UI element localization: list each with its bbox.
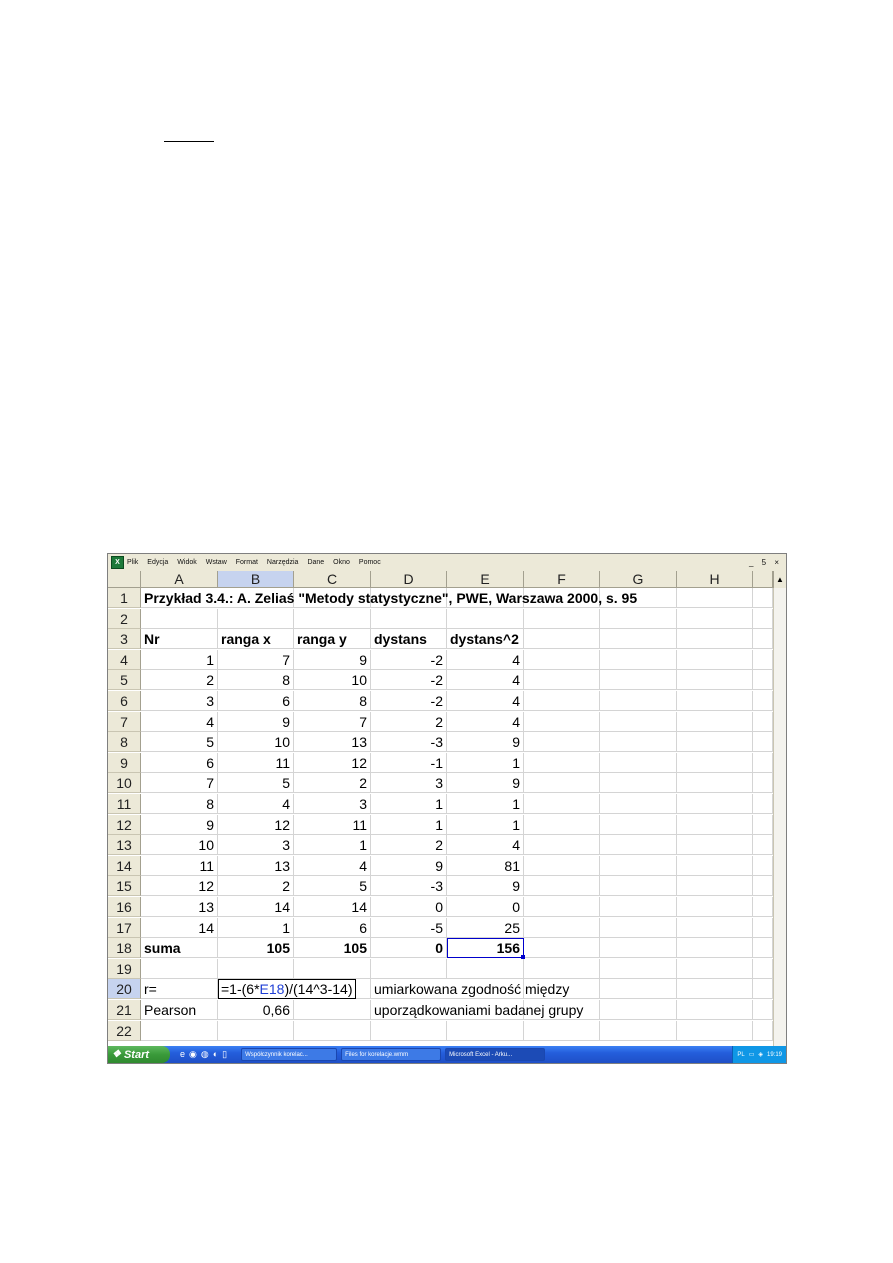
row-header[interactable]: 1: [108, 588, 141, 608]
browser-icon[interactable]: ◉: [189, 1049, 197, 1059]
cell-d19[interactable]: [371, 959, 447, 979]
cell-b4[interactable]: 7: [218, 650, 294, 670]
cell-a7[interactable]: 4: [141, 712, 218, 732]
cell-b8[interactable]: 10: [218, 732, 294, 752]
clock: 19:19: [766, 1051, 782, 1058]
row-header[interactable]: 21: [108, 1000, 141, 1020]
cell-a9[interactable]: 6: [141, 753, 218, 773]
cell-i20[interactable]: [753, 979, 773, 999]
cell-g16[interactable]: [600, 897, 677, 917]
sheet-row: [108, 835, 786, 855]
sheet-row: [108, 794, 786, 814]
heading-underline: [164, 141, 214, 142]
task-folder[interactable]: Files for korelacje.wmm: [341, 1048, 441, 1061]
task-excel[interactable]: Microsoft Excel - Arku...: [445, 1048, 545, 1061]
cell-h14[interactable]: [677, 856, 753, 876]
cell-a22[interactable]: [141, 1021, 218, 1041]
cell-g22[interactable]: [600, 1021, 677, 1041]
cell-c7[interactable]: 7: [294, 712, 371, 732]
menu-edit[interactable]: Edycja: [147, 559, 169, 566]
cell-e6[interactable]: 4: [447, 691, 524, 711]
cell-a2[interactable]: [141, 609, 218, 629]
sheet-row: [108, 876, 786, 896]
cell-g7[interactable]: [600, 712, 677, 732]
formula-suffix: )/(14^3-14): [284, 981, 353, 998]
cell-f12[interactable]: [524, 815, 600, 835]
cell-c16[interactable]: 14: [294, 897, 371, 917]
cell-f8[interactable]: [524, 732, 600, 752]
cell-f11[interactable]: [524, 794, 600, 814]
sheet-row: [108, 1000, 786, 1020]
cell-d12[interactable]: 1: [371, 815, 447, 835]
cell-h2[interactable]: [677, 609, 753, 629]
cell-d2[interactable]: [371, 609, 447, 629]
start-button[interactable]: ❖ Start: [108, 1046, 170, 1063]
cell-i5[interactable]: [753, 670, 773, 690]
cell-h11[interactable]: [677, 794, 753, 814]
cell-e16[interactable]: 0: [447, 897, 524, 917]
task-word-document[interactable]: Współczynnik korelac...: [241, 1048, 337, 1061]
cell-e12[interactable]: 1: [447, 815, 524, 835]
cell-i3[interactable]: [753, 629, 773, 649]
row-header[interactable]: 15: [108, 876, 141, 896]
excel-window: [107, 553, 787, 1064]
cell-a14[interactable]: 11: [141, 856, 218, 876]
cell-c21[interactable]: [294, 1000, 371, 1020]
cell-a3[interactable]: Nr: [141, 629, 218, 649]
col-header-c[interactable]: C: [294, 571, 371, 588]
cell-e10[interactable]: 9: [447, 773, 524, 793]
cell-h10[interactable]: [677, 773, 753, 793]
cell-b5[interactable]: 8: [218, 670, 294, 690]
row-header[interactable]: 7: [108, 712, 141, 732]
select-all-corner[interactable]: [108, 571, 141, 588]
language-indicator[interactable]: PL: [737, 1051, 745, 1058]
cell-f10[interactable]: [524, 773, 600, 793]
cell-f7[interactable]: [524, 712, 600, 732]
sheet-row: [108, 732, 786, 752]
cell-i6[interactable]: [753, 691, 773, 711]
cell-d7[interactable]: 2: [371, 712, 447, 732]
sheet-row: [108, 773, 786, 793]
system-tray: [732, 1046, 786, 1063]
cell-i16[interactable]: [753, 897, 773, 917]
cell-g18[interactable]: [600, 938, 677, 958]
row-header[interactable]: 4: [108, 650, 141, 670]
cell-i1[interactable]: [753, 588, 773, 608]
ie-icon[interactable]: e: [180, 1049, 186, 1059]
cell-f6[interactable]: [524, 691, 600, 711]
sheet-row: [108, 918, 786, 938]
windows-taskbar: [108, 1046, 786, 1063]
row-header[interactable]: 18: [108, 938, 141, 958]
cell-h17[interactable]: [677, 918, 753, 938]
network-icon[interactable]: ◈: [758, 1052, 763, 1058]
cell-h21[interactable]: [677, 1000, 753, 1020]
cell-g9[interactable]: [600, 753, 677, 773]
sheet-row: [108, 856, 786, 876]
cell-a16[interactable]: 13: [141, 897, 218, 917]
window-controls[interactable]: _ 5 ×: [748, 558, 782, 567]
col-header-g[interactable]: G: [600, 571, 677, 588]
sheet-row: [108, 588, 786, 608]
menu-help[interactable]: Pomoc: [358, 559, 381, 566]
sheet-row: [108, 712, 786, 732]
cell-c11[interactable]: 3: [294, 794, 371, 814]
cell-b22[interactable]: [218, 1021, 294, 1041]
menu-file[interactable]: Plik: [127, 559, 139, 566]
cell-g6[interactable]: [600, 691, 677, 711]
cell-h16[interactable]: [677, 897, 753, 917]
col-header-a[interactable]: A: [141, 571, 218, 588]
cell-f18[interactable]: [524, 938, 600, 958]
cell-c9[interactable]: 12: [294, 753, 371, 773]
cell-i22[interactable]: [753, 1021, 773, 1041]
cell-i12[interactable]: [753, 815, 773, 835]
cell-d4[interactable]: -2: [371, 650, 447, 670]
cell-g12[interactable]: [600, 815, 677, 835]
cell-a6[interactable]: 3: [141, 691, 218, 711]
menu-window[interactable]: Okno: [333, 559, 350, 566]
cell-e9[interactable]: 1: [447, 753, 524, 773]
cell-d17[interactable]: -5: [371, 918, 447, 938]
cell-a10[interactable]: 7: [141, 773, 218, 793]
sheet-row: [108, 938, 786, 958]
cell-i19[interactable]: [753, 959, 773, 979]
cell-d11[interactable]: 1: [371, 794, 447, 814]
cell-c18[interactable]: 105: [294, 938, 371, 958]
formula-edit-box[interactable]: [218, 979, 356, 999]
cell-b7[interactable]: 9: [218, 712, 294, 732]
cell-f22[interactable]: [524, 1021, 600, 1041]
cell-e3[interactable]: dystans^2: [447, 629, 524, 649]
cell-g11[interactable]: [600, 794, 677, 814]
row-header[interactable]: 20: [108, 979, 141, 999]
cell-i11[interactable]: [753, 794, 773, 814]
cell-b14[interactable]: 13: [218, 856, 294, 876]
cell-a18[interactable]: suma: [141, 938, 218, 958]
cell-b2[interactable]: [218, 609, 294, 629]
cell-f3[interactable]: [524, 629, 600, 649]
scroll-up-arrow-icon[interactable]: ▲: [773, 571, 786, 588]
cell-f14[interactable]: [524, 856, 600, 876]
cell-h19[interactable]: [677, 959, 753, 979]
cell-a1[interactable]: Przykład 3.4.: A. Zeliaś "Metody statystyczne", PWE, Warszawa 2000, s. 95: [141, 588, 701, 608]
cell-b18[interactable]: 105: [218, 938, 294, 958]
cell-a5[interactable]: 2: [141, 670, 218, 690]
cell-b12[interactable]: 12: [218, 815, 294, 835]
cell-f4[interactable]: [524, 650, 600, 670]
cell-h20[interactable]: [677, 979, 753, 999]
cell-h8[interactable]: [677, 732, 753, 752]
menu-view[interactable]: Widok: [177, 559, 197, 566]
cell-f5[interactable]: [524, 670, 600, 690]
cell-h13[interactable]: [677, 835, 753, 855]
column-header-row: [108, 571, 786, 588]
col-header-f[interactable]: F: [524, 571, 600, 588]
sheet-row: [108, 691, 786, 711]
cell-d9[interactable]: -1: [371, 753, 447, 773]
cell-d6[interactable]: -2: [371, 691, 447, 711]
row-header[interactable]: 8: [108, 732, 141, 752]
cell-d18[interactable]: 0: [371, 938, 447, 958]
cell-g19[interactable]: [600, 959, 677, 979]
cell-c12[interactable]: 11: [294, 815, 371, 835]
keyboard-icon[interactable]: ▭: [748, 1052, 755, 1058]
menu-insert[interactable]: Wstaw: [205, 559, 227, 566]
cell-c15[interactable]: 5: [294, 876, 371, 896]
cell-e4[interactable]: 4: [447, 650, 524, 670]
cell-a11[interactable]: 8: [141, 794, 218, 814]
cell-d22[interactable]: [371, 1021, 447, 1041]
row-header[interactable]: 2: [108, 609, 141, 629]
cell-i8[interactable]: [753, 732, 773, 752]
cell-h12[interactable]: [677, 815, 753, 835]
cell-b3[interactable]: ranga x: [218, 629, 294, 649]
cell-d10[interactable]: 3: [371, 773, 447, 793]
row-header[interactable]: 19: [108, 959, 141, 979]
cell-d15[interactable]: -3: [371, 876, 447, 896]
sheet-row: [108, 670, 786, 690]
cell-i18[interactable]: [753, 938, 773, 958]
windows-flag-icon: ❖: [112, 1049, 121, 1060]
col-header-d[interactable]: D: [371, 571, 447, 588]
cell-b9[interactable]: 11: [218, 753, 294, 773]
row-header[interactable]: 3: [108, 629, 141, 649]
cell-d21[interactable]: uporządkowaniami badanej grupy: [371, 1000, 671, 1020]
row-header[interactable]: 17: [108, 918, 141, 938]
cell-a21[interactable]: Pearson: [141, 1000, 218, 1020]
cell-f17[interactable]: [524, 918, 600, 938]
cell-a15[interactable]: 12: [141, 876, 218, 896]
cell-g2[interactable]: [600, 609, 677, 629]
cell-i14[interactable]: [753, 856, 773, 876]
cell-c6[interactable]: 8: [294, 691, 371, 711]
cell-i2[interactable]: [753, 609, 773, 629]
cell-g15[interactable]: [600, 876, 677, 896]
cell-e5[interactable]: 4: [447, 670, 524, 690]
firefox-icon[interactable]: ◍: [200, 1049, 209, 1059]
sheet-row: [108, 1021, 786, 1041]
cell-g10[interactable]: [600, 773, 677, 793]
sheet-row: [108, 897, 786, 917]
cell-f9[interactable]: [524, 753, 600, 773]
cell-i7[interactable]: [753, 712, 773, 732]
cell-d8[interactable]: -3: [371, 732, 447, 752]
cell-e7[interactable]: 4: [447, 712, 524, 732]
cell-c5[interactable]: 10: [294, 670, 371, 690]
cell-c14[interactable]: 4: [294, 856, 371, 876]
cell-c22[interactable]: [294, 1021, 371, 1041]
cell-i21[interactable]: [753, 1000, 773, 1020]
row-header[interactable]: 14: [108, 856, 141, 876]
cell-a19[interactable]: [141, 959, 218, 979]
cell-g4[interactable]: [600, 650, 677, 670]
cell-g3[interactable]: [600, 629, 677, 649]
sheet-row: [108, 815, 786, 835]
row-header[interactable]: 13: [108, 835, 141, 855]
cell-b19[interactable]: [218, 959, 294, 979]
cell-a12[interactable]: 9: [141, 815, 218, 835]
cell-h7[interactable]: [677, 712, 753, 732]
vertical-scrollbar[interactable]: [773, 588, 786, 1046]
cell-d5[interactable]: -2: [371, 670, 447, 690]
cell-h22[interactable]: [677, 1021, 753, 1041]
cell-h4[interactable]: [677, 650, 753, 670]
cell-f2[interactable]: [524, 609, 600, 629]
cell-c8[interactable]: 13: [294, 732, 371, 752]
col-header-b[interactable]: B: [218, 571, 294, 588]
cell-i13[interactable]: [753, 835, 773, 855]
formula-cell-reference: E18: [259, 981, 285, 998]
cell-g13[interactable]: [600, 835, 677, 855]
cell-d13[interactable]: 2: [371, 835, 447, 855]
cell-a4[interactable]: 1: [141, 650, 218, 670]
cell-e14[interactable]: 81: [447, 856, 524, 876]
cell-i9[interactable]: [753, 753, 773, 773]
cell-g8[interactable]: [600, 732, 677, 752]
cell-c2[interactable]: [294, 609, 371, 629]
sheet-row: [108, 979, 786, 999]
cell-a17[interactable]: 14: [141, 918, 218, 938]
cell-b16[interactable]: 14: [218, 897, 294, 917]
cell-d16[interactable]: 0: [371, 897, 447, 917]
media-icon[interactable]: ◐: [212, 1049, 219, 1059]
row-header[interactable]: 9: [108, 753, 141, 773]
cell-e17[interactable]: 25: [447, 918, 524, 938]
cell-h6[interactable]: [677, 691, 753, 711]
sheet-row: [108, 609, 786, 629]
cell-h9[interactable]: [677, 753, 753, 773]
row-header[interactable]: 12: [108, 815, 141, 835]
cell-a20[interactable]: r=: [141, 979, 218, 999]
cell-e22[interactable]: [447, 1021, 524, 1041]
cell-e19[interactable]: [447, 959, 524, 979]
menu-tools[interactable]: Narzędzia: [266, 559, 299, 566]
sheet-row: [108, 650, 786, 670]
cell-e8[interactable]: 9: [447, 732, 524, 752]
cell-e11[interactable]: 1: [447, 794, 524, 814]
row-header[interactable]: 11: [108, 794, 141, 814]
cell-i10[interactable]: [753, 773, 773, 793]
cell-f13[interactable]: [524, 835, 600, 855]
cell-e2[interactable]: [447, 609, 524, 629]
cell-c13[interactable]: 1: [294, 835, 371, 855]
menu-format[interactable]: Format: [235, 559, 258, 566]
cell-c19[interactable]: [294, 959, 371, 979]
cell-g14[interactable]: [600, 856, 677, 876]
cell-g17[interactable]: [600, 918, 677, 938]
cell-h5[interactable]: [677, 670, 753, 690]
cell-i15[interactable]: [753, 876, 773, 896]
col-header-e[interactable]: E: [447, 571, 524, 588]
col-header-h[interactable]: H: [677, 571, 753, 588]
cell-h18[interactable]: [677, 938, 753, 958]
cell-f19[interactable]: [524, 959, 600, 979]
row-header[interactable]: 6: [108, 691, 141, 711]
excel-doc-icon[interactable]: X: [111, 556, 124, 569]
row-header[interactable]: 22: [108, 1021, 141, 1041]
cell-f16[interactable]: [524, 897, 600, 917]
cell-c3[interactable]: ranga y: [294, 629, 371, 649]
cell-g5[interactable]: [600, 670, 677, 690]
cell-b10[interactable]: 5: [218, 773, 294, 793]
cell-c4[interactable]: 9: [294, 650, 371, 670]
col-header-i[interactable]: [753, 571, 773, 588]
sheet-row: [108, 959, 786, 979]
cell-d14[interactable]: 9: [371, 856, 447, 876]
cell-e13[interactable]: 4: [447, 835, 524, 855]
quick-launch: [180, 1049, 227, 1060]
cell-b11[interactable]: 4: [218, 794, 294, 814]
cell-c10[interactable]: 2: [294, 773, 371, 793]
cell-a13[interactable]: 10: [141, 835, 218, 855]
row-header[interactable]: 16: [108, 897, 141, 917]
sheet-row: [108, 629, 786, 649]
cell-b6[interactable]: 6: [218, 691, 294, 711]
row-header[interactable]: 10: [108, 773, 141, 793]
cell-b17[interactable]: 1: [218, 918, 294, 938]
menu-data[interactable]: Dane: [307, 559, 325, 566]
sheet-row: [108, 753, 786, 773]
cell-d3[interactable]: dystans: [371, 629, 447, 649]
menu-bar: [108, 554, 786, 572]
cell-i4[interactable]: [753, 650, 773, 670]
cell-h3[interactable]: [677, 629, 753, 649]
document-icon[interactable]: ▯: [222, 1049, 228, 1059]
cell-e18[interactable]: 156: [447, 938, 524, 958]
cell-i17[interactable]: [753, 918, 773, 938]
cell-a8[interactable]: 5: [141, 732, 218, 752]
cell-b13[interactable]: 3: [218, 835, 294, 855]
formula-prefix: =1-(6*: [221, 981, 260, 998]
cell-c17[interactable]: 6: [294, 918, 371, 938]
row-header[interactable]: 5: [108, 670, 141, 690]
cell-d20[interactable]: umiarkowana zgodność między: [371, 979, 671, 999]
cell-e15[interactable]: 9: [447, 876, 524, 896]
cell-b21[interactable]: 0,66: [218, 1000, 294, 1020]
cell-h15[interactable]: [677, 876, 753, 896]
cell-f15[interactable]: [524, 876, 600, 896]
cell-b15[interactable]: 2: [218, 876, 294, 896]
